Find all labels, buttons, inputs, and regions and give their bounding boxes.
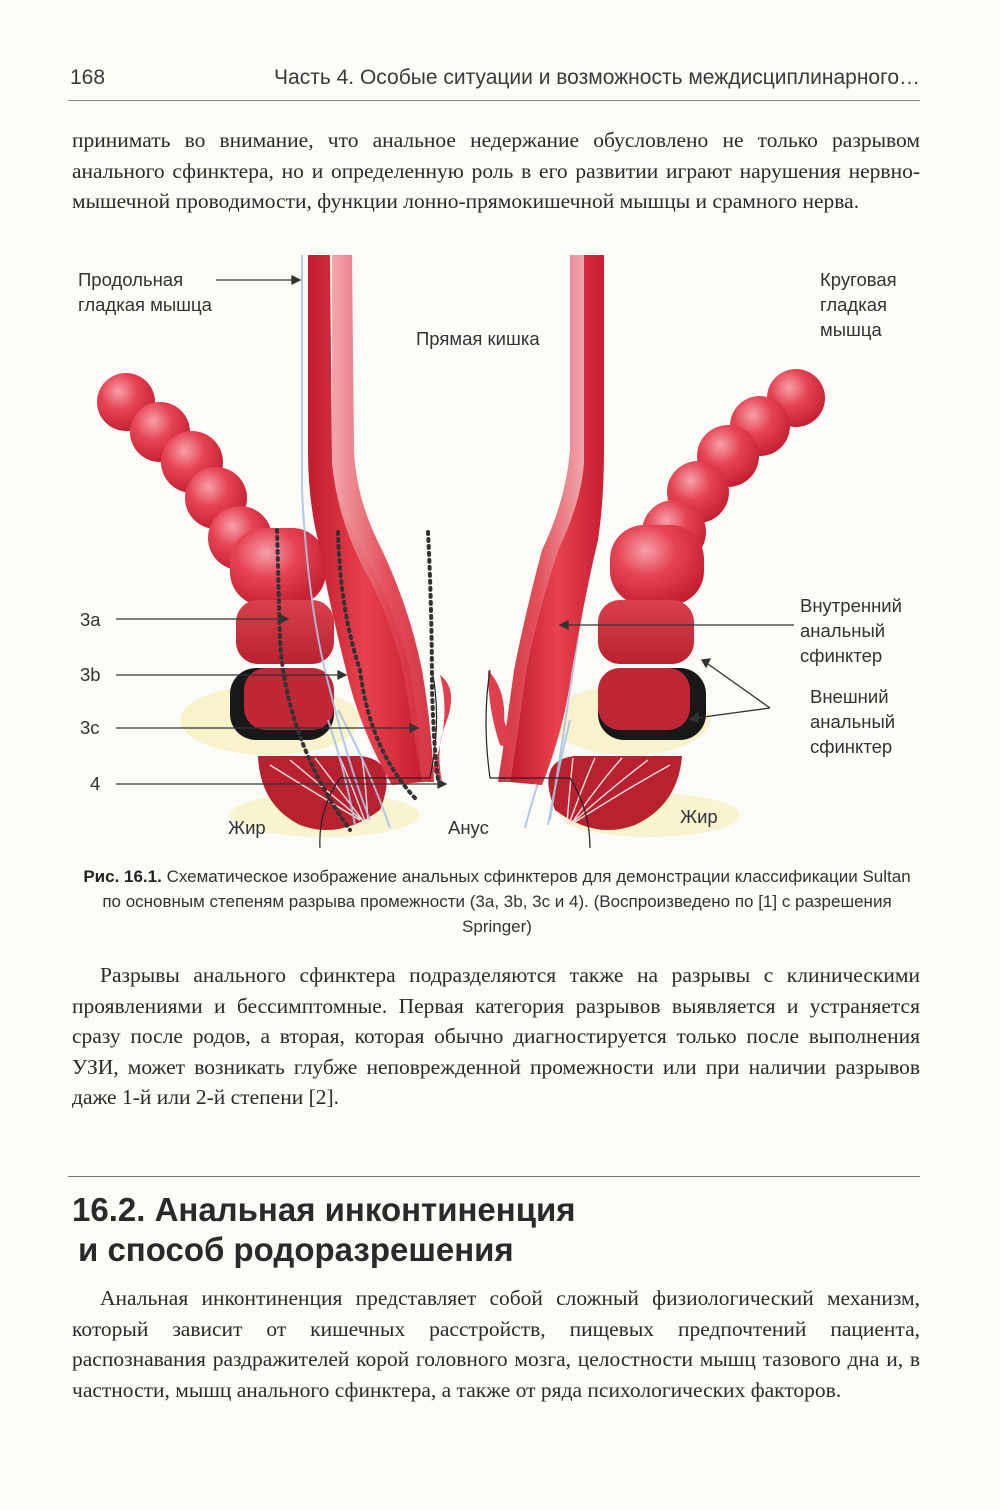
levator-muscle-left — [97, 373, 326, 606]
paragraph-text: Разрывы анального сфинктера подразделяются также на разрывы с клиническими проявлениями и бессимптомные. Первая категория разрывов выявляется и устраняется сразу после родов, а вторая, которая обычно диагностируется только после выполнения УЗИ, может возникать глубже неповрежденной промежности или при наличии разрывов даже 1-й или 2-й степени [2]. — [72, 963, 920, 1109]
page-number: 168 — [70, 66, 106, 89]
label-circular-1: Круговая — [820, 269, 897, 290]
anal-sphincter-figure — [70, 250, 930, 850]
figure-caption — [72, 864, 922, 939]
heading-line-1: 16.2. Анальная инконтиненция — [72, 1191, 576, 1228]
paragraph-text: принимать во внимание, что анальное недержание обусловлено не только разрывом анального сфинктера, но и определенную роль в его развитии играют нарушения нервно-мышечной проводимости, функции лонно-прямокишечной мышцы и срамного нерва. — [72, 128, 920, 213]
label-grade-3a: 3a — [80, 609, 101, 630]
section-heading — [72, 1190, 922, 1270]
paragraph-text: Анальная инконтиненция представляет собой сложный физиологический механизм, который зависит от кишечных расстройств, пищевых предпочтений пациента, распознавания раздражителей корой головного мозга, целостности мышц тазового дна и, в частности, мышц анального сфинктера, а также от ряда психологических факторов. — [72, 1286, 920, 1402]
caption-text: Схематическое изображение анальных сфинктеров для демонстрации классификации Sultan по основным степеням разрыва промежности (3a, 3b, 3c и 4). (Воспроизведено по [1] с разрешения Springer) — [102, 867, 911, 936]
label-circular-2: гладкая — [820, 294, 888, 315]
label-circular-3: мышца — [820, 319, 882, 340]
body-paragraph-1 — [72, 125, 920, 217]
caption-label: Рис. 16.1. — [83, 867, 162, 886]
label-fat-right: Жир — [680, 806, 718, 827]
body-paragraph-2 — [72, 960, 920, 1113]
label-grade-4: 4 — [90, 773, 101, 794]
label-rectum: Прямая кишка — [416, 328, 540, 349]
label-internal-2: анальный — [800, 620, 886, 641]
label-grade-3b: 3b — [80, 664, 101, 685]
label-grade-3c: 3c — [80, 717, 100, 738]
body-paragraph-3 — [72, 1283, 920, 1405]
heading-line-2: и способ родоразрешения — [78, 1231, 514, 1268]
label-internal-1: Внутренний — [800, 595, 902, 616]
label-anus: Анус — [448, 817, 489, 838]
label-internal-3: сфинктер — [800, 645, 883, 666]
section-divider — [68, 1176, 920, 1177]
levator-muscle-right — [610, 369, 825, 605]
running-header — [68, 66, 920, 101]
label-external-2: анальный — [810, 711, 896, 732]
label-longitudinal-1: Продольная — [78, 269, 184, 290]
label-external-1: Внешний — [810, 686, 889, 707]
label-longitudinal-2: гладкая мышца — [78, 294, 212, 315]
label-fat-left: Жир — [228, 817, 266, 838]
label-external-3: сфинктер — [810, 736, 893, 757]
running-title: Часть 4. Особые ситуации и возможность междисциплинарного… — [274, 66, 920, 89]
